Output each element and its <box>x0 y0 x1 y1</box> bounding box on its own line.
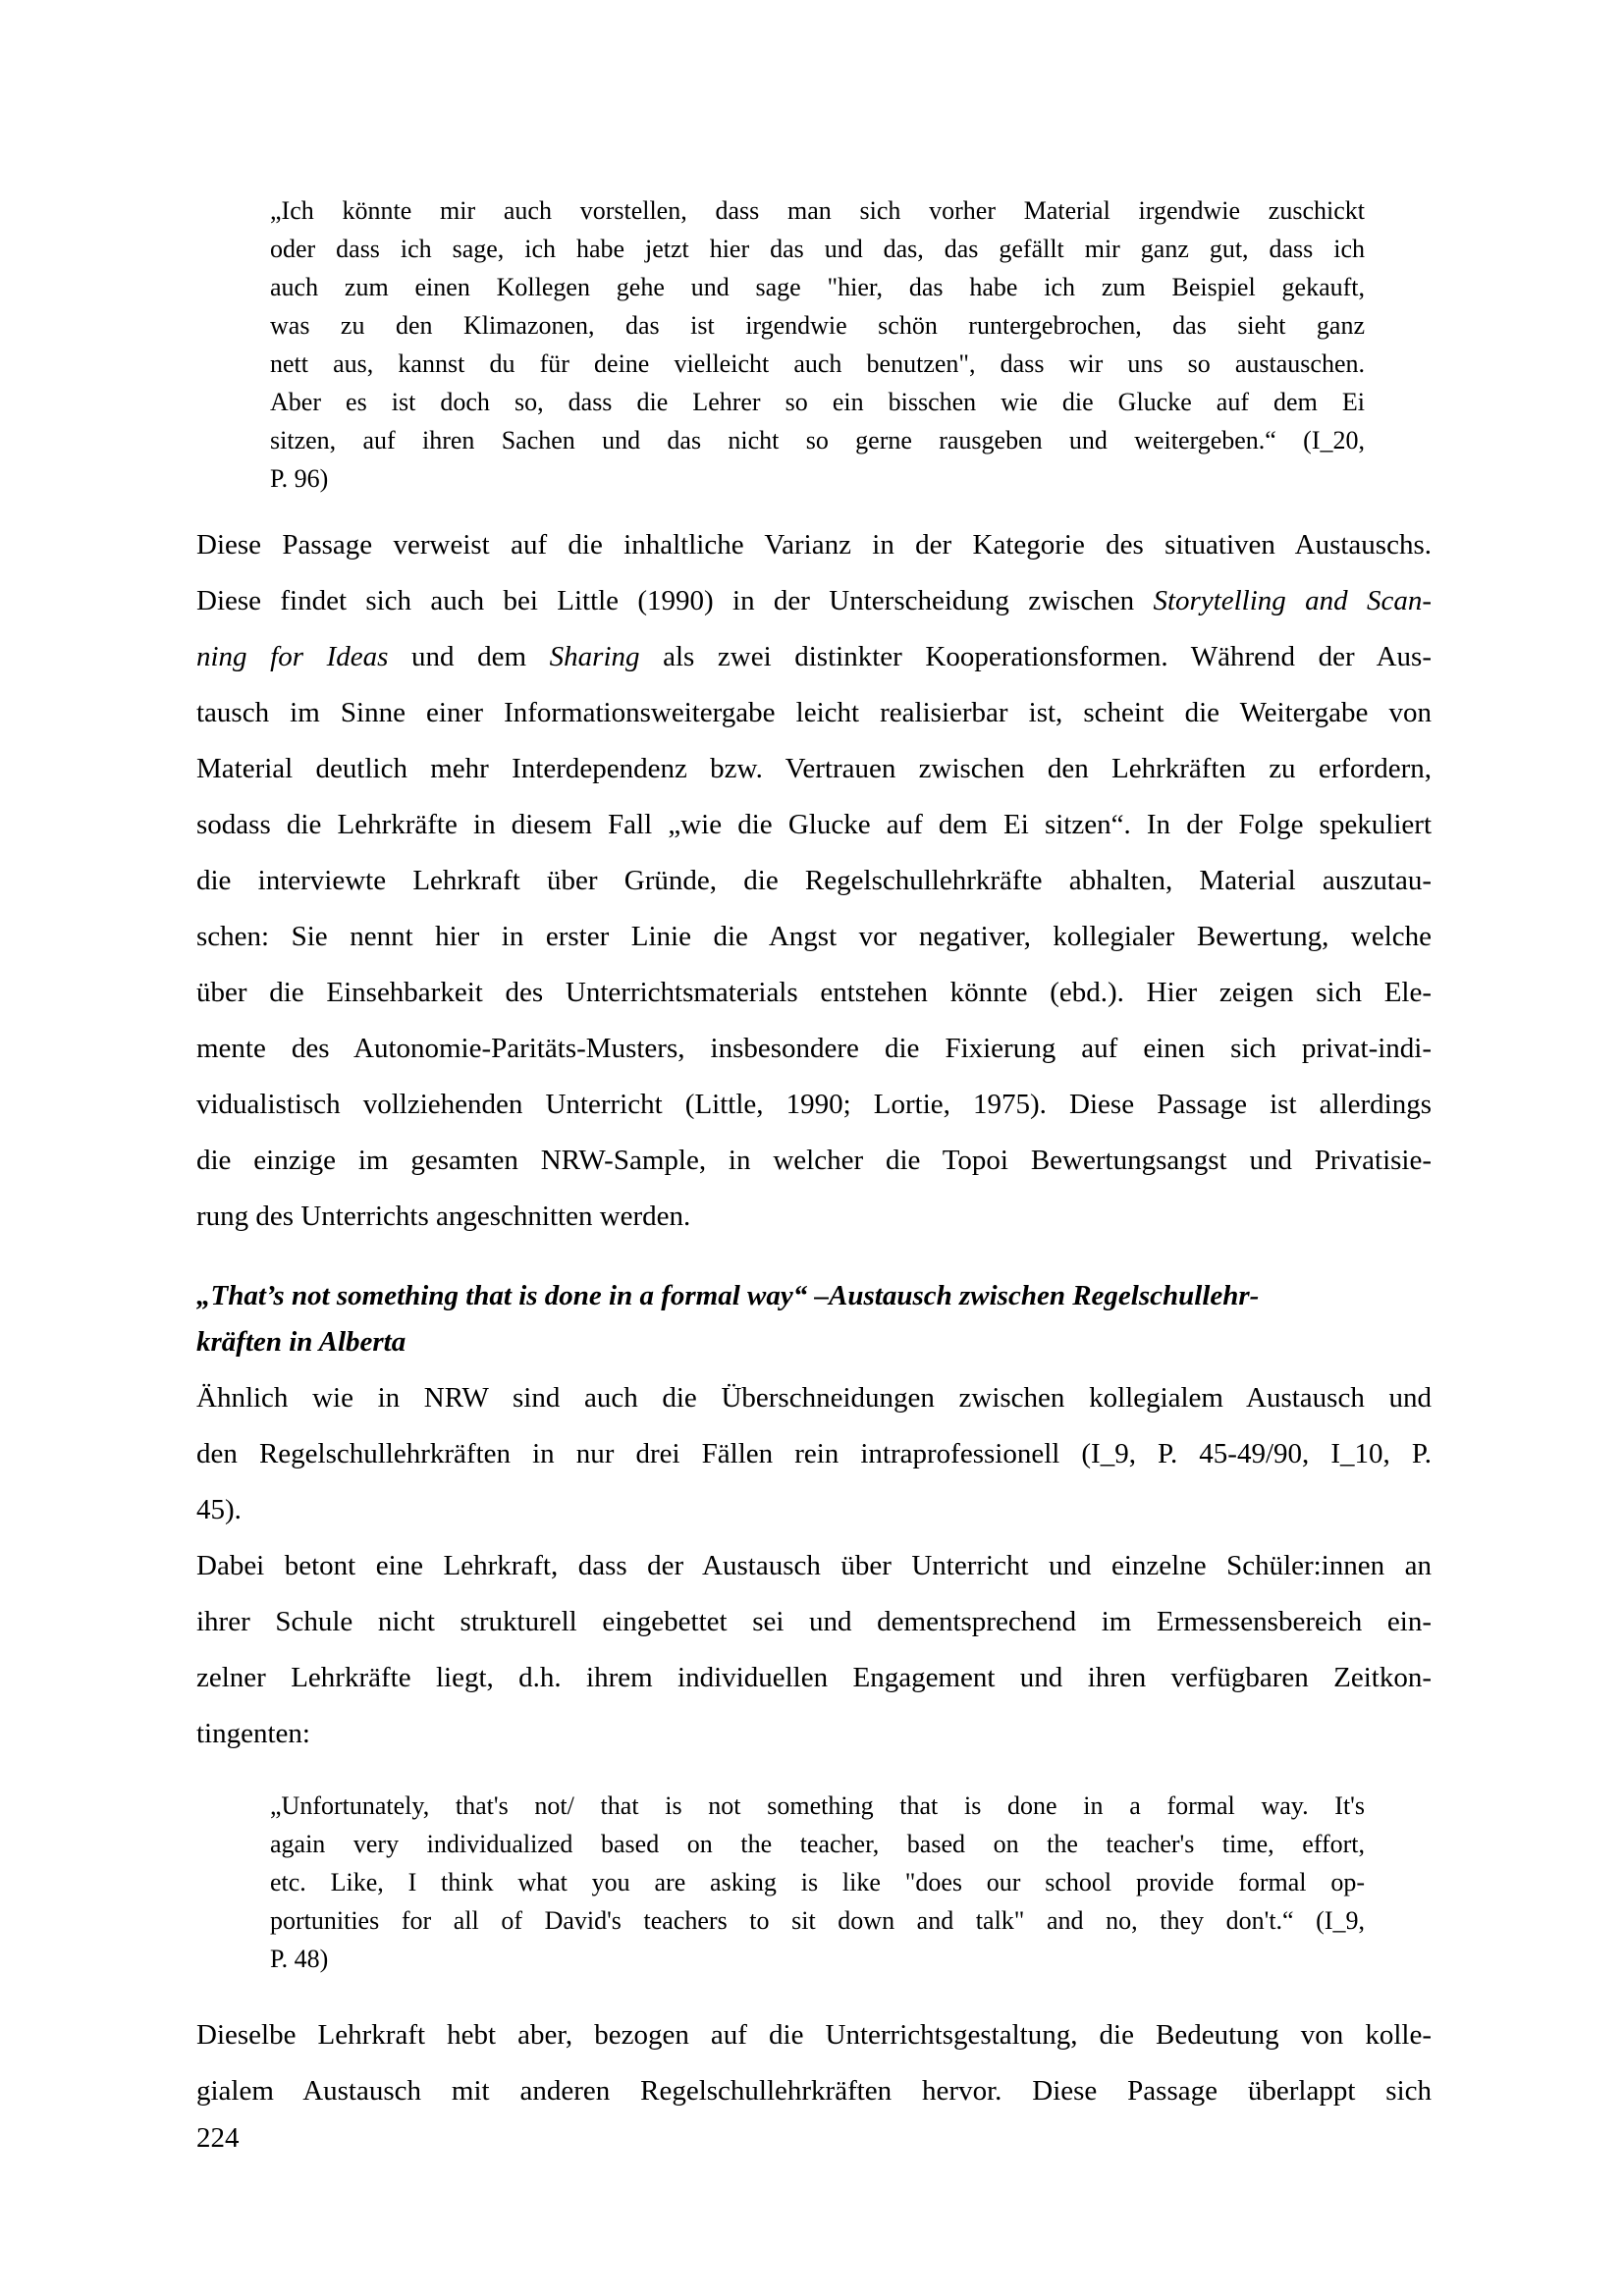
text-line <box>196 1370 1432 1426</box>
text-line <box>196 573 1432 629</box>
text-segment: Material deutlich mehr Interdependenz bzw. Vertrauen zwischen den Lehrkräften zu erfordern, <box>196 753 1432 784</box>
text-line <box>196 741 1432 797</box>
text-line <box>270 191 1365 230</box>
text-line <box>196 1189 1432 1245</box>
text-segment: nett aus, kannst du für deine vielleicht auch benutzen", dass wir uns so austauschen. <box>270 349 1365 378</box>
page-content <box>196 0 1432 2296</box>
italic-text-segment: ning for Ideas <box>196 641 389 672</box>
text-line <box>196 1273 1432 1319</box>
text-segment: again very individualized based on the teacher, based on the teacher's time, effort, <box>270 1830 1365 1858</box>
text-segment: auch zum einen Kollegen gehe und sage "hier, das habe ich zum Beispiel gekauft, <box>270 273 1365 301</box>
text-segment: schen: Sie nennt hier in erster Linie die Angst vor negativer, kollegialer Bewertung, welche <box>196 921 1432 952</box>
text-segment: Ähnlich wie in NRW sind auch die Überschneidungen zwischen kollegialem Austausch und <box>196 1382 1432 1414</box>
paragraph-nrw-analysis <box>196 517 1432 1245</box>
text-line <box>196 1706 1432 1762</box>
text-segment: 45). <box>196 1494 242 1525</box>
text-line <box>196 685 1432 741</box>
text-segment: „That’s not something that is done in a formal way“ –Austausch zwischen Regelschullehr- <box>196 1280 1260 1311</box>
text-segment: oder dass ich sage, ich habe jetzt hier das und das, das gefällt mir ganz gut, dass ich <box>270 235 1365 263</box>
text-segment: ihrer Schule nicht strukturell eingebettet sei und dementsprechend im Ermessensbereich ein- <box>196 1606 1432 1637</box>
text-segment: etc. Like, I think what you are asking is like "does our school provide formal op- <box>270 1868 1365 1896</box>
text-segment: was zu den Klimazonen, das ist irgendwie schön runtergebrochen, das sieht ganz <box>270 311 1365 340</box>
text-line <box>196 1482 1432 1538</box>
text-line <box>270 1901 1365 1940</box>
text-line <box>196 2063 1432 2119</box>
text-line <box>196 1021 1432 1077</box>
text-segment: kräften in Alberta <box>196 1326 406 1358</box>
paragraph-alberta-intro <box>196 1370 1432 1538</box>
blockquote-interview-i9 <box>270 1787 1365 1978</box>
text-line <box>270 1940 1365 1978</box>
text-line <box>270 1825 1365 1863</box>
blockquote-interview-i20 <box>270 191 1365 498</box>
text-segment: sodass die Lehrkräfte in diesem Fall „wie die Glucke auf dem Ei sitzen“. In der Folge spekuliert <box>196 809 1432 840</box>
text-segment: mente des Autonomie-Paritäts-Musters, insbesondere die Fixierung auf einen sich privat-indi- <box>196 1033 1432 1064</box>
paragraph-alberta-followup <box>196 2007 1432 2119</box>
page-number: 224 <box>196 2122 240 2154</box>
text-segment: tingenten: <box>196 1718 310 1749</box>
text-line <box>196 2007 1432 2063</box>
text-line <box>270 230 1365 268</box>
text-segment: Aber es ist doch so, dass die Lehrer so ein bisschen wie die Glucke auf dem Ei <box>270 388 1365 416</box>
paragraph-alberta-context <box>196 1538 1432 1762</box>
text-segment: über die Einsehbarkeit des Unterrichtsmaterials entstehen könnte (ebd.). Hier zeigen sich Ele- <box>196 977 1432 1008</box>
text-line <box>196 1650 1432 1706</box>
text-line <box>270 345 1365 383</box>
text-line <box>196 1426 1432 1482</box>
text-line <box>270 421 1365 459</box>
text-segment: und dem <box>388 641 550 672</box>
text-segment: als zwei distinkter Kooperationsformen. Während der Aus- <box>639 641 1432 672</box>
text-segment: die einzige im gesamten NRW-Sample, in welcher die Topoi Bewertungsangst und Privatisie- <box>196 1145 1432 1176</box>
text-segment: Dieselbe Lehrkraft hebt aber, bezogen auf die Unterrichtsgestaltung, die Bedeutung von kolle- <box>196 2019 1432 2051</box>
text-line <box>196 853 1432 909</box>
text-segment: Diese findet sich auch bei Little (1990) in der Unterscheidung zwischen <box>196 585 1154 616</box>
text-line <box>196 1319 1432 1365</box>
text-segment: Diese Passage verweist auf die inhaltliche Varianz in der Kategorie des situativen Austauschs. <box>196 529 1432 561</box>
text-line <box>196 797 1432 853</box>
text-line <box>196 517 1432 573</box>
text-line <box>196 629 1432 685</box>
text-segment: zelner Lehrkräfte liegt, d.h. ihrem individuellen Engagement und ihren verfügbaren Zeitkon- <box>196 1662 1432 1693</box>
text-line <box>196 965 1432 1021</box>
text-line <box>196 1077 1432 1133</box>
text-segment: die interviewte Lehrkraft über Gründe, die Regelschullehrkräfte abhalten, Material auszutau- <box>196 865 1432 896</box>
text-segment: „Unfortunately, that's not/ that is not something that is done in a formal way. It's <box>270 1791 1365 1820</box>
text-segment: sitzen, auf ihren Sachen und das nicht so gerne rausgeben und weitergeben.“ (I_20, <box>270 426 1365 454</box>
text-segment: vidualistisch vollziehenden Unterricht (Little, 1990; Lortie, 1975). Diese Passage ist allerdings <box>196 1089 1432 1120</box>
text-segment: rung des Unterrichts angeschnitten werden. <box>196 1201 691 1232</box>
italic-text-segment: Sharing <box>549 641 640 672</box>
text-segment: gialem Austausch mit anderen Regelschullehrkräften hervor. Diese Passage überlappt sich <box>196 2075 1432 2107</box>
text-line <box>270 268 1365 306</box>
text-line <box>196 1538 1432 1594</box>
text-segment: P. 48) <box>270 1945 329 1973</box>
text-line <box>270 306 1365 345</box>
italic-text-segment: Storytelling and Scan- <box>1153 585 1432 616</box>
text-segment: Dabei betont eine Lehrkraft, dass der Austausch über Unterricht und einzelne Schüler:innen an <box>196 1550 1432 1581</box>
text-line <box>270 1787 1365 1825</box>
text-segment: P. 96) <box>270 464 329 493</box>
text-segment: „Ich könnte mir auch vorstellen, dass man sich vorher Material irgendwie zuschickt <box>270 196 1365 225</box>
text-line <box>270 459 1365 498</box>
text-line <box>270 1863 1365 1901</box>
text-line <box>196 1133 1432 1189</box>
text-segment: tausch im Sinne einer Informationsweitergabe leicht realisierbar ist, scheint die Weitergabe von <box>196 697 1432 728</box>
section-heading-alberta <box>196 1273 1432 1365</box>
text-line <box>196 1594 1432 1650</box>
text-segment: den Regelschullehrkräften in nur drei Fällen rein intraprofessionell (I_9, P. 45-49/90, I_10, P. <box>196 1438 1432 1469</box>
text-segment: portunities for all of David's teachers to sit down and talk" and no, they don't.“ (I_9, <box>270 1906 1365 1935</box>
text-line <box>270 383 1365 421</box>
text-line <box>196 909 1432 965</box>
